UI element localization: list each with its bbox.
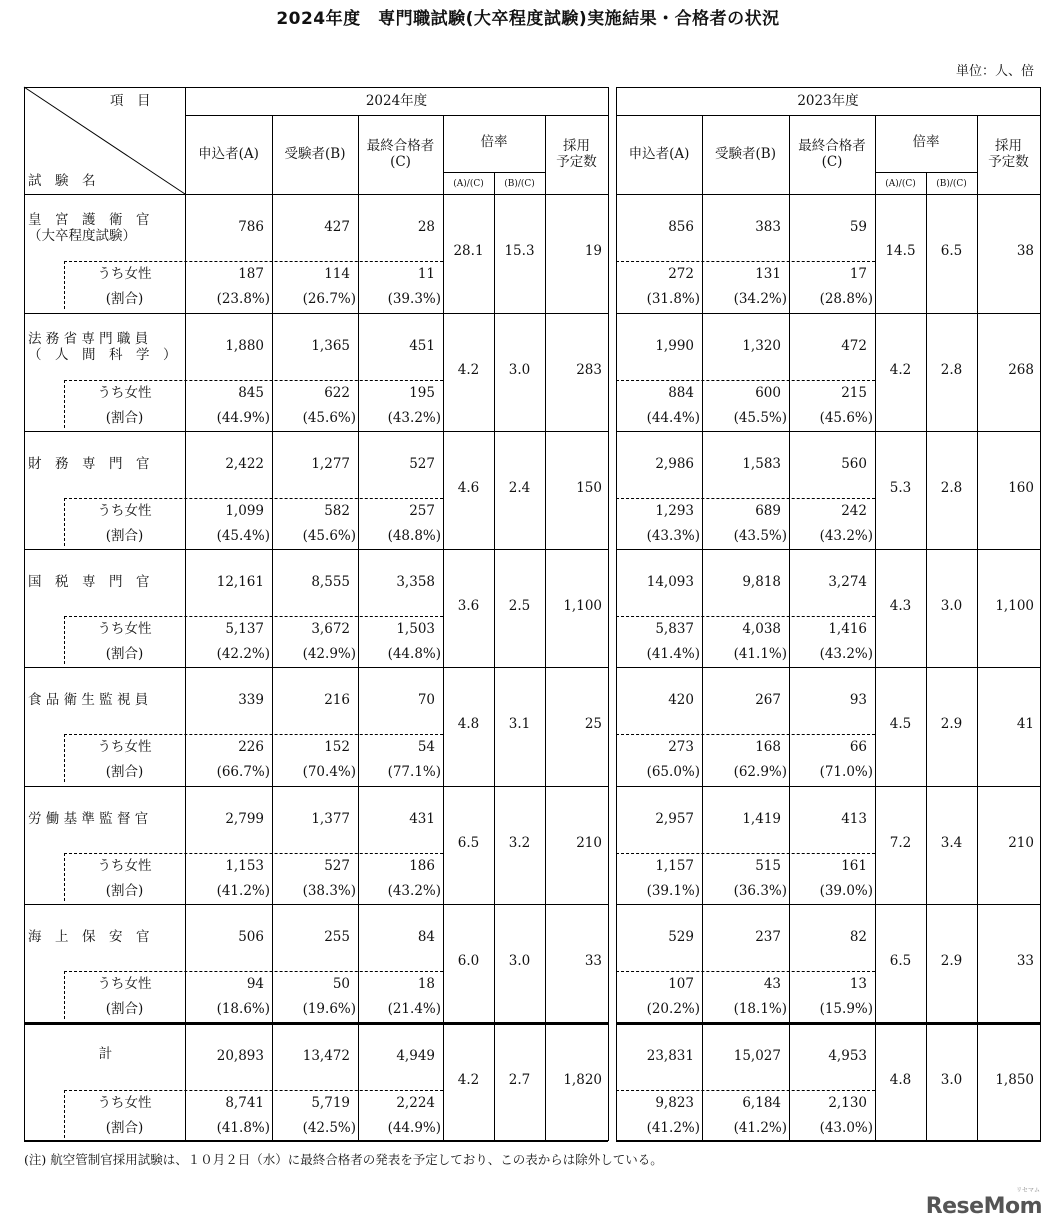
female-share-examinees: (62.9%) <box>733 764 787 780</box>
female-share-passers: (43.2%) <box>387 883 441 899</box>
ratio-bc-value: 3.1 <box>508 716 531 732</box>
ratio-ac-value: 5.3 <box>889 480 912 496</box>
applicants-value: 506 <box>238 929 264 945</box>
female-share-passers: (45.6%) <box>819 410 873 426</box>
female-share-applicants: (23.8%) <box>216 291 270 307</box>
female-share-applicants: (45.4%) <box>216 528 270 544</box>
row-separator <box>616 786 1040 787</box>
planned-value: 33 <box>584 953 602 969</box>
dashed-line <box>64 616 443 617</box>
female-applicants: 1,157 <box>655 858 694 874</box>
passers-value: 28 <box>417 219 435 235</box>
year-2024-header: 2024年度 <box>365 93 428 109</box>
ratio-ac-value: 4.2 <box>889 362 912 378</box>
female-share-examinees: (36.3%) <box>733 883 787 899</box>
female-passers: 2,130 <box>828 1095 867 1111</box>
applicants-value: 2,422 <box>225 456 264 472</box>
applicants-value: 339 <box>238 692 264 708</box>
female-share-examinees: (42.5%) <box>302 1120 356 1136</box>
female-share-examinees: (34.2%) <box>733 291 787 307</box>
female-examinees: 622 <box>324 385 350 401</box>
female-examinees: 50 <box>332 976 350 992</box>
ratio-bc-value: 3.0 <box>508 362 531 378</box>
passers-value: 93 <box>849 692 867 708</box>
female-applicants: 94 <box>246 976 264 992</box>
ratio-ac-value: 3.6 <box>457 598 480 614</box>
ratio-ac-header: (A)/(C) <box>885 179 916 189</box>
passers-value: 560 <box>841 456 867 472</box>
examinees-value: 427 <box>324 219 350 235</box>
female-share-examinees: (70.4%) <box>302 764 356 780</box>
passers-value: 84 <box>417 929 435 945</box>
female-examinees: 4,038 <box>742 621 781 637</box>
dashed-line <box>616 1090 875 1091</box>
female-share-examinees: (41.1%) <box>733 646 787 662</box>
female-label: うち女性 <box>97 621 152 637</box>
examinees-header: 受験者(B) <box>284 146 346 162</box>
share-label: (割合) <box>105 410 144 426</box>
female-label: うち女性 <box>97 739 152 755</box>
examinees-value: 237 <box>755 929 781 945</box>
planned-value: 1,820 <box>563 1072 602 1088</box>
female-passers: 11 <box>417 266 435 282</box>
female-label: うち女性 <box>97 503 152 519</box>
female-examinees: 168 <box>755 739 781 755</box>
ratio-bc-value: 2.5 <box>508 598 531 614</box>
examinees-value: 1,419 <box>742 811 781 827</box>
female-label: うち女性 <box>97 266 152 282</box>
female-share-passers: (43.2%) <box>819 646 873 662</box>
female-applicants: 187 <box>238 266 264 282</box>
female-applicants: 5,137 <box>225 621 264 637</box>
applicants-value: 2,957 <box>655 811 694 827</box>
exam-name: 皇 宮 護 衛 官 <box>28 212 150 228</box>
planned-value: 19 <box>584 243 602 259</box>
applicants-value: 2,986 <box>655 456 694 472</box>
row-separator <box>24 1022 608 1025</box>
ratio-bc-value: 2.8 <box>940 362 963 378</box>
share-label: (割合) <box>105 764 144 780</box>
female-share-passers: (44.8%) <box>387 646 441 662</box>
applicants-header: 申込者(A) <box>198 146 259 162</box>
share-label: (割合) <box>105 1001 144 1017</box>
female-applicants: 884 <box>668 385 694 401</box>
ratio-ac-value: 4.8 <box>889 1072 912 1088</box>
planned-value: 150 <box>576 480 602 496</box>
female-share-passers: (39.0%) <box>819 883 873 899</box>
female-share-examinees: (41.2%) <box>733 1120 787 1136</box>
female-applicants: 1,293 <box>655 503 694 519</box>
row-separator <box>616 904 1040 905</box>
female-passers: 66 <box>849 739 867 755</box>
planned-value: 268 <box>1008 362 1034 378</box>
female-passers: 1,416 <box>828 621 867 637</box>
share-label: (割合) <box>105 528 144 544</box>
applicants-value: 12,161 <box>216 574 264 590</box>
row-separator <box>24 549 608 550</box>
female-share-applicants: (31.8%) <box>646 291 700 307</box>
exam-name: 計 <box>98 1046 113 1062</box>
female-share-passers: (48.8%) <box>387 528 441 544</box>
ratio-ac-value: 4.2 <box>457 362 480 378</box>
female-share-examinees: (43.5%) <box>733 528 787 544</box>
resemom-logo <box>925 1187 1042 1219</box>
exam-name: （ 人 間 科 学 ） <box>28 347 177 363</box>
ratio-ac-header: (A)/(C) <box>453 179 484 189</box>
row-separator <box>24 431 608 432</box>
female-share-passers: (44.9%) <box>387 1120 441 1136</box>
examinees-value: 15,027 <box>733 1048 781 1064</box>
ratio-ac-value: 4.8 <box>457 716 480 732</box>
planned-value: 1,100 <box>563 598 602 614</box>
ratio-ac-value: 28.1 <box>453 243 484 259</box>
share-label: (割合) <box>105 291 144 307</box>
ratio-ac-value: 4.2 <box>457 1072 480 1088</box>
planned-value: 1,100 <box>995 598 1034 614</box>
female-examinees: 131 <box>755 266 781 282</box>
female-examinees: 689 <box>755 503 781 519</box>
ratio-header: 倍率 <box>912 134 940 150</box>
female-share-passers: (71.0%) <box>819 764 873 780</box>
planned-value: 210 <box>576 835 602 851</box>
female-passers: 161 <box>841 858 867 874</box>
female-applicants: 8,741 <box>225 1095 264 1111</box>
female-share-applicants: (43.3%) <box>646 528 700 544</box>
female-applicants: 272 <box>668 266 694 282</box>
female-applicants: 273 <box>668 739 694 755</box>
female-passers: 195 <box>409 385 435 401</box>
female-share-passers: (43.2%) <box>387 410 441 426</box>
applicants-value: 14,093 <box>646 574 694 590</box>
female-applicants: 226 <box>238 739 264 755</box>
passers-header: 最終合格者 <box>366 138 435 154</box>
female-examinees: 114 <box>324 266 350 282</box>
row-separator <box>24 904 608 905</box>
planned-value: 38 <box>1016 243 1034 259</box>
planned-value: 160 <box>1008 480 1034 496</box>
dashed-line <box>616 853 875 854</box>
female-share-passers: (43.0%) <box>819 1120 873 1136</box>
female-label: うち女性 <box>97 1095 152 1111</box>
share-label: (割合) <box>105 883 144 899</box>
examinees-value: 1,377 <box>311 811 350 827</box>
applicants-value: 786 <box>238 219 264 235</box>
female-examinees: 600 <box>755 385 781 401</box>
dashed-line <box>616 380 875 381</box>
passers-value: 82 <box>849 929 867 945</box>
passers-value: 3,358 <box>396 574 435 590</box>
passers-header: 最終合格者 <box>798 138 866 154</box>
ratio-bc-value: 3.2 <box>508 835 531 851</box>
row-separator <box>24 313 608 314</box>
female-examinees: 43 <box>763 976 781 992</box>
item-label: 項 目 <box>110 93 151 109</box>
applicants-value: 420 <box>668 692 694 708</box>
ratio-bc-value: 3.0 <box>940 1072 963 1088</box>
year-2023-header: 2023年度 <box>797 93 859 109</box>
dashed-line <box>64 261 443 262</box>
passers-header: (C) <box>821 154 843 170</box>
exam-name: 食 品 衛 生 監 視 員 <box>28 692 149 708</box>
female-passers: 18 <box>417 976 435 992</box>
ratio-header: 倍率 <box>480 134 508 150</box>
ratio-bc-header: (B)/(C) <box>936 179 967 189</box>
female-share-examinees: (45.5%) <box>733 410 787 426</box>
dashed-line <box>64 853 443 854</box>
applicants-value: 529 <box>668 929 694 945</box>
exam-name-label: 試 験 名 <box>28 173 96 189</box>
examinees-value: 1,277 <box>311 456 350 472</box>
examinees-value: 267 <box>755 692 781 708</box>
female-share-passers: (43.2%) <box>819 528 873 544</box>
footnote: (注) 航空管制官採用試験は、１０月２日（水）に最終合格者の発表を予定しており、この表からは除外している。 <box>24 1152 663 1167</box>
examinees-value: 13,472 <box>302 1048 350 1064</box>
row-separator <box>24 786 608 787</box>
female-passers: 257 <box>409 503 435 519</box>
planned-value: 210 <box>1008 835 1034 851</box>
planned-header: 採用 <box>995 138 1022 154</box>
dashed-line <box>616 616 875 617</box>
planned-value: 41 <box>1016 716 1034 732</box>
ratio-ac-value: 6.0 <box>457 953 480 969</box>
applicants-value: 856 <box>668 219 694 235</box>
unit-label: 単位：人、倍 <box>955 64 1034 79</box>
dashed-line <box>616 261 875 262</box>
applicants-value: 20,893 <box>216 1048 264 1064</box>
passers-value: 4,949 <box>396 1048 435 1064</box>
dashed-line <box>64 734 443 735</box>
passers-header: (C) <box>390 154 411 170</box>
female-passers: 2,224 <box>396 1095 435 1111</box>
female-applicants: 9,823 <box>655 1095 694 1111</box>
passers-value: 431 <box>409 811 435 827</box>
examinees-value: 255 <box>324 929 350 945</box>
share-label: (割合) <box>105 646 144 662</box>
female-share-examinees: (18.1%) <box>733 1001 787 1017</box>
ratio-bc-value: 3.4 <box>940 835 963 851</box>
female-share-passers: (28.8%) <box>819 291 873 307</box>
female-share-examinees: (26.7%) <box>302 291 356 307</box>
female-share-applicants: (65.0%) <box>646 764 700 780</box>
applicants-value: 1,880 <box>225 338 264 354</box>
row-separator <box>616 313 1040 314</box>
ratio-bc-value: 3.0 <box>508 953 531 969</box>
ratio-ac-value: 4.5 <box>889 716 912 732</box>
female-share-applicants: (18.6%) <box>216 1001 270 1017</box>
ratio-bc-value: 15.3 <box>504 243 535 259</box>
planned-header: 予定数 <box>988 154 1029 170</box>
female-examinees: 527 <box>324 858 350 874</box>
applicants-header: 申込者(A) <box>628 146 690 162</box>
exam-name: 労 働 基 準 監 督 官 <box>28 811 149 827</box>
dashed-line <box>616 734 875 735</box>
examinees-value: 383 <box>755 219 781 235</box>
female-examinees: 5,719 <box>311 1095 350 1111</box>
female-applicants: 1,099 <box>225 503 264 519</box>
applicants-value: 1,990 <box>655 338 694 354</box>
female-share-applicants: (41.4%) <box>646 646 700 662</box>
examinees-value: 216 <box>324 692 350 708</box>
female-passers: 13 <box>849 976 867 992</box>
female-passers: 54 <box>417 739 435 755</box>
female-share-applicants: (44.4%) <box>646 410 700 426</box>
exam-name: 財 務 専 門 官 <box>28 456 150 472</box>
female-share-applicants: (41.8%) <box>216 1120 270 1136</box>
ratio-ac-value: 14.5 <box>885 243 916 259</box>
female-passers: 215 <box>841 385 867 401</box>
female-share-passers: (21.4%) <box>387 1001 441 1017</box>
ratio-bc-value: 2.4 <box>508 480 531 496</box>
female-examinees: 6,184 <box>742 1095 781 1111</box>
female-passers: 186 <box>409 858 435 874</box>
female-share-applicants: (39.1%) <box>646 883 700 899</box>
female-share-examinees: (45.6%) <box>302 528 356 544</box>
passers-value: 3,274 <box>828 574 867 590</box>
exam-name: （大卒程度試験） <box>28 228 136 244</box>
applicants-value: 2,799 <box>225 811 264 827</box>
dashed-line <box>616 971 875 972</box>
row-separator <box>616 667 1040 668</box>
female-share-examinees: (45.6%) <box>302 410 356 426</box>
female-share-applicants: (66.7%) <box>216 764 270 780</box>
ratio-bc-value: 2.9 <box>940 716 963 732</box>
row-separator <box>616 549 1040 550</box>
female-examinees: 3,672 <box>311 621 350 637</box>
row-separator <box>616 431 1040 432</box>
dashed-line <box>616 498 875 499</box>
page-title: 2024年度 専門職試験(大卒程度試験)実施結果・合格者の状況 <box>276 9 780 29</box>
passers-value: 59 <box>849 219 867 235</box>
female-label: うち女性 <box>97 385 152 401</box>
female-share-examinees: (38.3%) <box>302 883 356 899</box>
female-examinees: 515 <box>755 858 781 874</box>
ratio-ac-value: 4.3 <box>889 598 912 614</box>
examinees-value: 9,818 <box>742 574 781 590</box>
planned-header: 採用 <box>563 138 590 154</box>
female-share-applicants: (41.2%) <box>216 883 270 899</box>
row-separator <box>616 1022 1040 1025</box>
ratio-bc-header: (B)/(C) <box>504 179 535 189</box>
examinees-value: 1,583 <box>742 456 781 472</box>
female-share-applicants: (44.9%) <box>216 410 270 426</box>
passers-value: 472 <box>841 338 867 354</box>
female-share-examinees: (19.6%) <box>302 1001 356 1017</box>
examinees-value: 8,555 <box>311 574 350 590</box>
exam-name: 法 務 省 専 門 職 員 <box>28 331 149 347</box>
exam-name: 海 上 保 安 官 <box>28 929 150 945</box>
female-passers: 242 <box>841 503 867 519</box>
female-label: うち女性 <box>97 976 152 992</box>
female-share-applicants: (20.2%) <box>646 1001 700 1017</box>
female-share-passers: (39.3%) <box>387 291 441 307</box>
ratio-bc-value: 6.5 <box>940 243 963 259</box>
examinees-value: 1,320 <box>742 338 781 354</box>
female-label: うち女性 <box>97 858 152 874</box>
dashed-line <box>64 380 443 381</box>
dashed-line <box>64 498 443 499</box>
ratio-ac-value: 6.5 <box>457 835 480 851</box>
ratio-bc-value: 2.7 <box>508 1072 531 1088</box>
female-passers: 1,503 <box>396 621 435 637</box>
female-share-passers: (77.1%) <box>387 764 441 780</box>
passers-value: 527 <box>409 456 435 472</box>
female-examinees: 582 <box>324 503 350 519</box>
ratio-ac-value: 7.2 <box>889 835 912 851</box>
row-separator <box>24 667 608 668</box>
female-share-examinees: (42.9%) <box>302 646 356 662</box>
ratio-ac-value: 4.6 <box>457 480 480 496</box>
female-share-passers: (15.9%) <box>819 1001 873 1017</box>
ratio-bc-value: 3.0 <box>940 598 963 614</box>
dashed-line <box>64 971 443 972</box>
planned-value: 25 <box>584 716 602 732</box>
examinees-header: 受験者(B) <box>715 146 776 162</box>
passers-value: 4,953 <box>828 1048 867 1064</box>
share-label: (割合) <box>105 1120 144 1136</box>
passers-value: 70 <box>417 692 435 708</box>
planned-value: 283 <box>576 362 602 378</box>
female-passers: 17 <box>849 266 867 282</box>
planned-header: 予定数 <box>556 154 597 170</box>
applicants-value: 23,831 <box>646 1048 694 1064</box>
female-applicants: 845 <box>238 385 264 401</box>
ratio-ac-value: 6.5 <box>889 953 912 969</box>
female-share-applicants: (42.2%) <box>216 646 270 662</box>
female-applicants: 107 <box>668 976 694 992</box>
logo-text: ReseMom <box>925 1194 1042 1219</box>
planned-value: 1,850 <box>995 1072 1034 1088</box>
ratio-bc-value: 2.9 <box>940 953 963 969</box>
female-applicants: 5,837 <box>655 621 694 637</box>
exam-name: 国 税 専 門 官 <box>28 574 150 590</box>
examinees-value: 1,365 <box>311 338 350 354</box>
dashed-line <box>64 1090 443 1091</box>
passers-value: 451 <box>409 338 435 354</box>
female-examinees: 152 <box>324 739 350 755</box>
passers-value: 413 <box>841 811 867 827</box>
logo-subtext: リセマム <box>1016 1187 1040 1194</box>
female-applicants: 1,153 <box>225 858 264 874</box>
planned-value: 33 <box>1016 953 1034 969</box>
ratio-bc-value: 2.8 <box>940 480 963 496</box>
female-share-applicants: (41.2%) <box>646 1120 700 1136</box>
